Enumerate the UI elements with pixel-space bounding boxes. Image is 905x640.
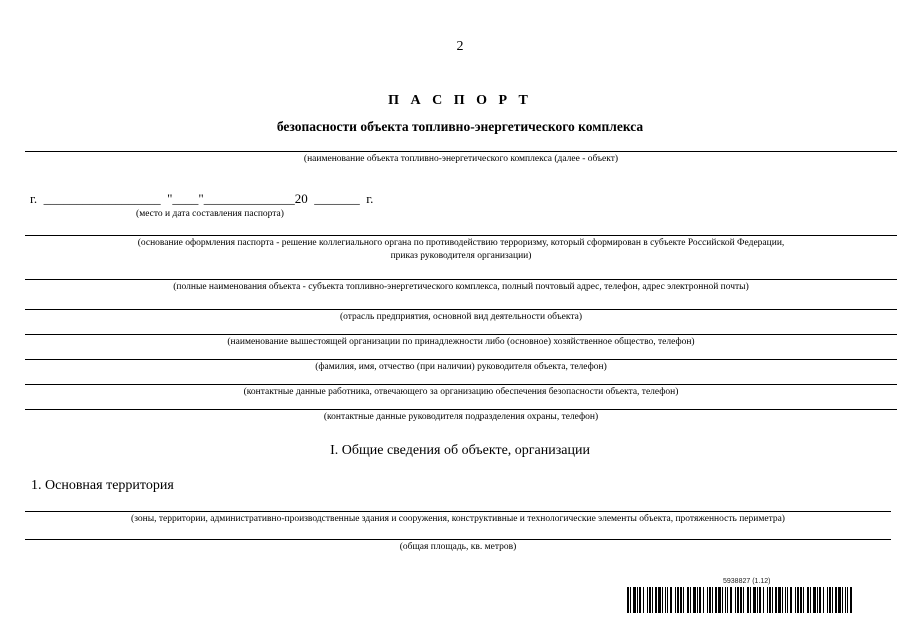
full-names-caption: (полные наименования объекта - субъекта топливно-энергетического комплекса, полный почтовый адрес, телефон, адрес электронной почты): [173, 282, 749, 292]
area-rule: [25, 539, 891, 540]
guard-contact-rule: [25, 409, 897, 410]
document-title: П А С П О Р Т: [388, 93, 532, 108]
industry-caption: (отрасль предприятия, основной вид деятельности объекта): [339, 312, 583, 322]
object-name-rule: [25, 151, 897, 152]
basis-rule: [25, 235, 897, 236]
section-heading: I. Общие сведения об объекте, организации: [330, 443, 590, 458]
security-contact-caption: (контактные данные работника, отвечающего за организацию обеспечения безопасности объекта, телефон): [243, 387, 679, 397]
barcode-number: 5938827 (1.12): [723, 578, 771, 585]
parent-org-caption: (наименование вышестоящей организации по принадлежности либо (основное) хозяйственное общество, телефон): [227, 337, 695, 347]
page-number: 2: [456, 39, 464, 54]
parent-org-rule: [25, 334, 897, 335]
barcode-image: [627, 587, 855, 613]
zones-rule: [25, 511, 891, 512]
security-contact-rule: [25, 384, 897, 385]
head-name-rule: [25, 359, 897, 360]
head-name-caption: (фамилия, имя, отчество (при наличии) руководителя объекта, телефон): [315, 362, 607, 372]
place-date-line: г. __________________ "____"______________20 _______ г.: [30, 191, 374, 206]
guard-contact-caption: (контактные данные руководителя подразделения охраны, телефон): [323, 412, 599, 422]
object-name-caption: (наименование объекта топливно-энергетического комплекса (далее - объект): [303, 154, 619, 164]
subheading-main-territory: 1. Основная территория: [31, 478, 174, 493]
basis-caption-line1: (основание оформления паспорта - решение коллегиального органа по противодействию терроризму, который сформирован в субъекте Российской Федерации,: [137, 238, 785, 248]
basis-caption-line2: приказ руководителя организации): [390, 251, 532, 261]
place-date-caption: (место и дата составления паспорта): [136, 209, 284, 219]
full-names-rule: [25, 279, 897, 280]
industry-rule: [25, 309, 897, 310]
document-subtitle: безопасности объекта топливно-энергетического комплекса: [276, 119, 644, 134]
area-caption: (общая площадь, кв. метров): [399, 542, 517, 552]
zones-caption: (зоны, территории, административно-производственные здания и сооружения, конструктивные и технологические элементы объекта, протяженность периметра): [131, 514, 785, 524]
